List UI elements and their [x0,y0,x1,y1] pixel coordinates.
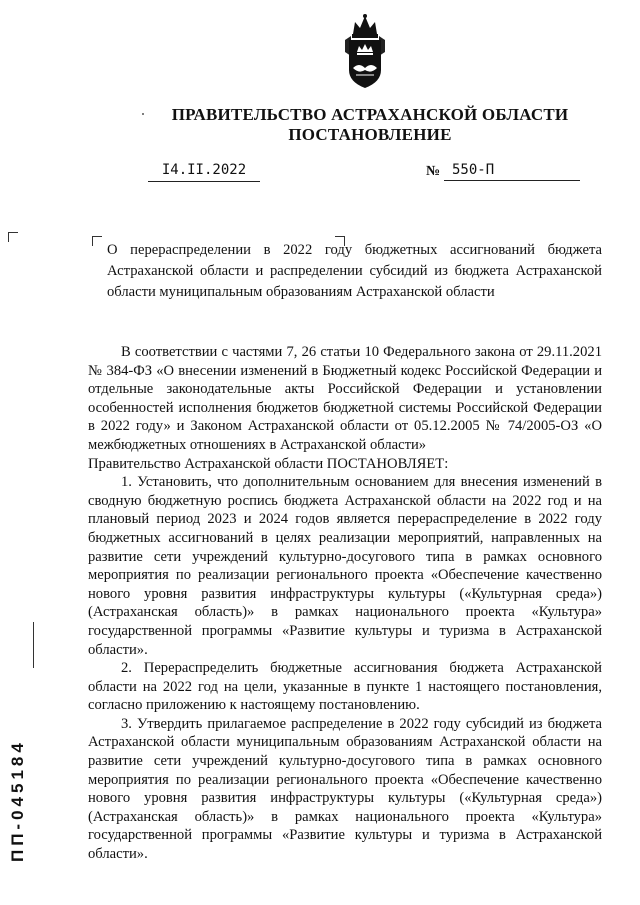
resolution-line: Правительство Астраханской области ПОСТАНОВЛЯЕТ: [88,455,449,472]
form-serial-number: ПП-045184 [8,739,27,862]
coat-of-arms-icon [339,12,391,90]
clause-2: 2. Перераспределить бюджетные ассигнования бюджета Астраханской области на 2022 год на цели, указанные в пункте 1 настоящего постановления, согласно приложению к настоящему постановлению. [88,660,602,714]
document-body [88,343,602,864]
document-number: 550-П [444,162,580,181]
margin-line [33,622,34,668]
subject-corner-left [92,236,102,246]
document-subject: О перераспределении в 2022 году бюджетных ассигнований бюджета Астраханской области и распределении субсидий из бюджета Астраханской области муниципальным образованиям Астраханской области [107,242,602,300]
number-sign: № [426,164,441,179]
clause-3: 3. Утвердить прилагаемое распределение в 2022 году субсидий из бюджета Астраханской области муниципальным образованиям Астраханской области на развитие сети учреждений культурно-досугового типа в рамках основного мероприятия по реализации регионального проекта «Обеспечение качественно нового уровня развития инфраструктуры культуры («Культурная среда») (Астраханская область)» в рамках национального проекта «Культура» государственной программы «Развитие культуры и туризма в Астраханской области». [88,715,602,863]
margin-corner-mark [8,232,18,242]
government-title: ПРАВИТЕЛЬСТВО АСТРАХАНСКОЙ ОБЛАСТИ [171,105,569,124]
preamble-paragraph: В соответствии с частями 7, 26 статьи 10 Федерального закона от 29.11.2021 № 384-ФЗ «О внесении изменений в Бюджетный кодекс Российской Федерации и отдельные законодательные акты Российской Федерации и установлении особенностей исполнения бюджетов бюджетной системы Российской Федерации в 2022 году» и Законом Астраханской области от 05.12.2005 № 74/2005-ОЗ «О межбюджетных отношениях в Астраханской области» [88,344,602,453]
document-date: I4.II.2022 [148,162,260,182]
clause-1: 1. Установить, что дополнительным основанием для внесения изменений в сводную бюджетную роспись бюджета Астраханской области на 2022 год и на плановый период 2023 и 2024 годов является перераспределение в 2022 году бюджетных ассигнований в целях реализации мероприятий, направленных на развитие сети учреждений культурно-досугового типа в рамках основного мероприятия по реализации регионального проекта «Обеспечение качественно нового уровня развития инфраструктуры культуры («Культурная среда») (Астраханская область)» в рамках национального проекта «Культура» государственной программы «Развитие культуры и туризма в Астраханской области». [88,474,602,658]
document-type: ПОСТАНОВЛЕНИЕ [288,125,452,144]
